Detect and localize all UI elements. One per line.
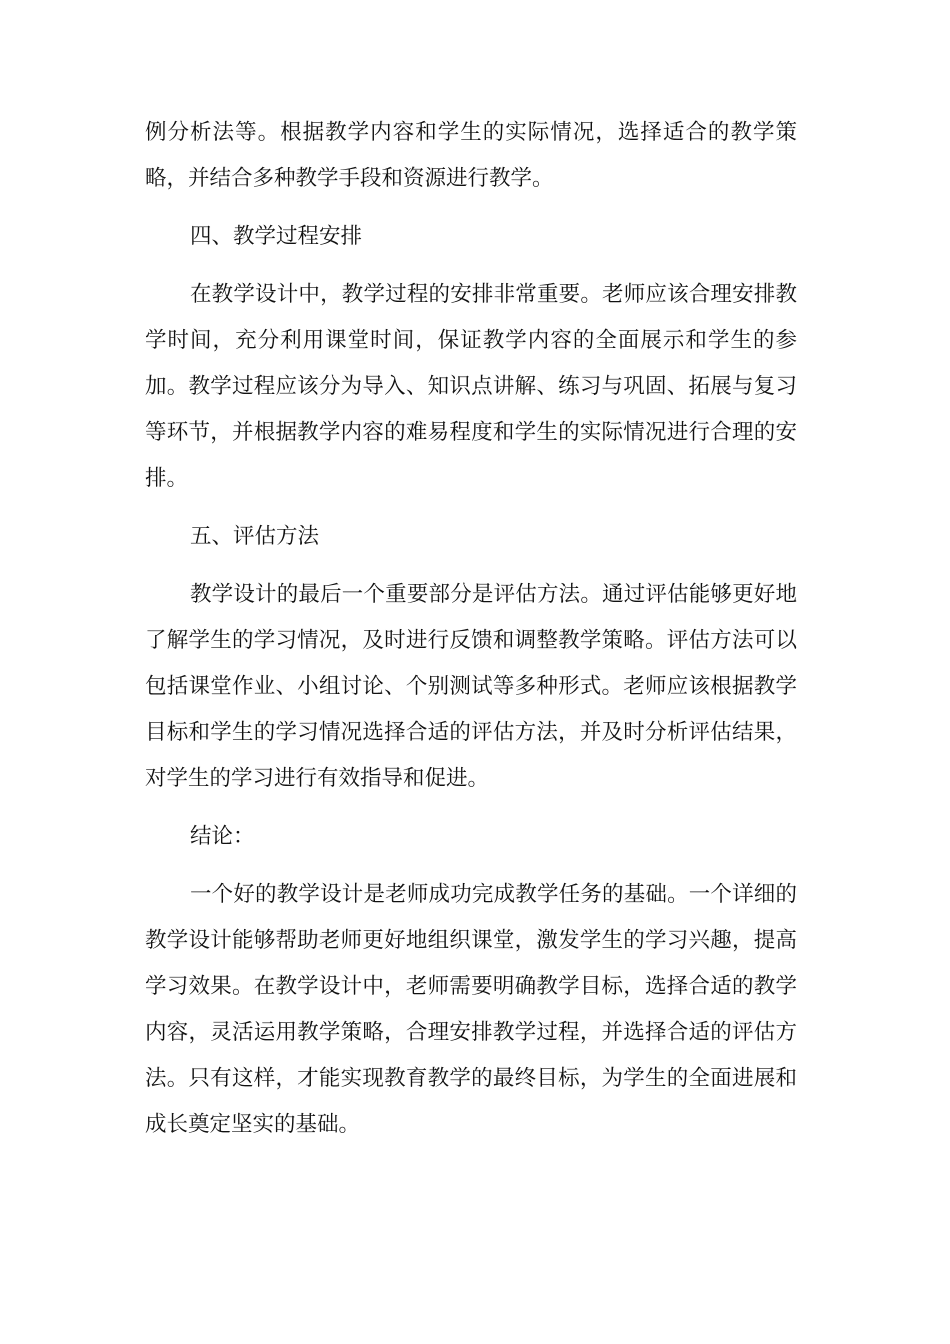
- paragraph-conclusion: 一个好的教学设计是老师成功完成教学任务的基础。一个详细的教学设计能够帮助老师更好地组织课堂，激发学生的学习兴趣，提高学习效果。在教学设计中，老师需要明确教学目标，选择合适的教学内容，灵活运用教学策略，合理安排教学过程，并选择合适的评估方法。只有这样，才能实现教育教学的最终目标，为学生的全面进展和成长奠定坚实的基础。: [145, 882, 797, 1137]
- paragraph-evaluation: 教学设计的最后一个重要部分是评估方法。通过评估能够更好地了解学生的学习情况，及时进行反馈和调整教学策略。评估方法可以包括课堂作业、小组讨论、个别测试等多种形式。老师应该根据教学目标和学生的学习情况选择合适的评估方法，并及时分析评估结果，对学生的学习进行有效指导和促进。: [145, 582, 797, 791]
- paragraph-process: 在教学设计中，教学过程的安排非常重要。老师应该合理安排教学时间，充分利用课堂时间，保证教学内容的全面展示和学生的参加。教学过程应该分为导入、知识点讲解、练习与巩固、拓展与复习等环节，并根据教学内容的难易程度和学生的实际情况进行合理的安排。: [145, 282, 797, 491]
- paragraph-continuation: 例分析法等。根据教学内容和学生的实际情况，选择适合的教学策略，并结合多种教学手段和资源进行教学。: [145, 120, 797, 191]
- section-heading-evaluation: 五、评估方法: [190, 524, 320, 549]
- section-heading-conclusion: 结论：: [190, 824, 255, 849]
- section-heading-process: 四、教学过程安排: [190, 224, 363, 249]
- document-body: [145, 110, 797, 1160]
